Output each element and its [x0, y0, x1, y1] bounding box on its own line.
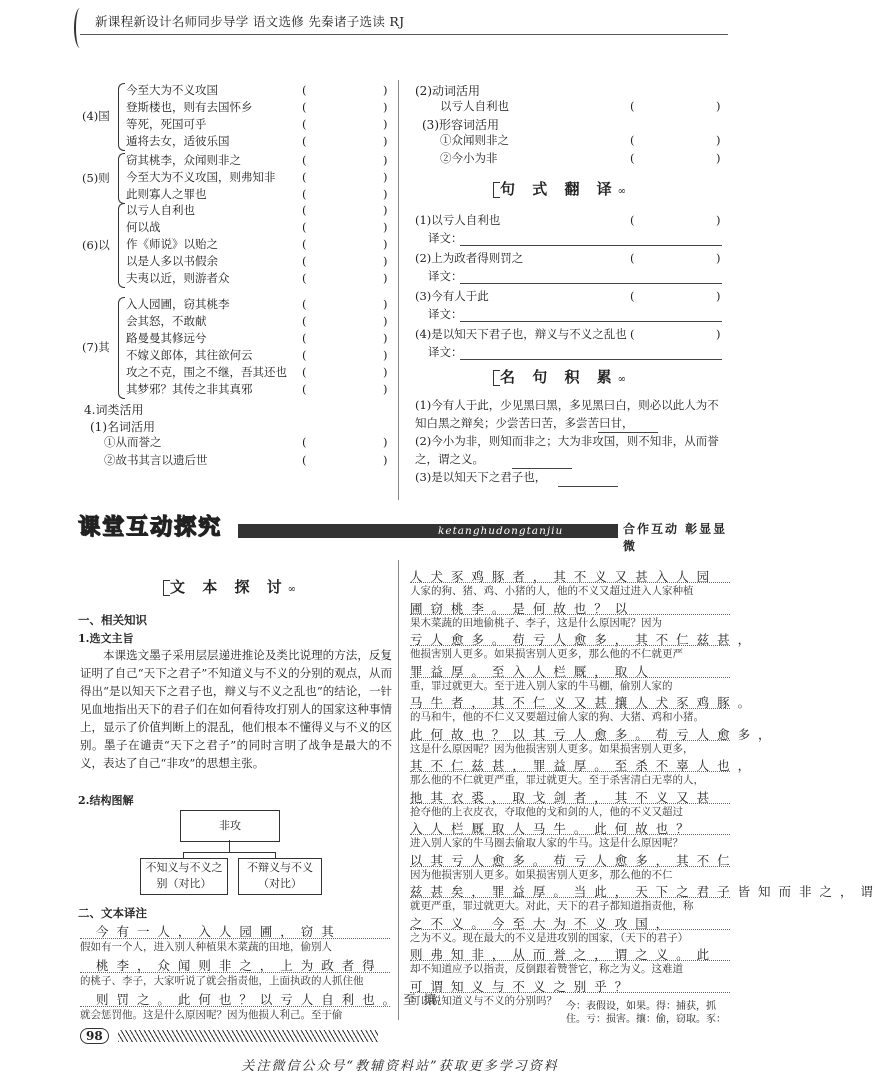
- original-line: 亏 人 愈 多 。 苟 亏 人 愈 多 ， 其 不 仁 兹 甚 ，: [410, 632, 753, 647]
- translation-label: 译文：: [428, 231, 463, 245]
- group-label: (6)以: [82, 237, 110, 252]
- translation-line: [460, 245, 722, 246]
- paren-close: ): [383, 170, 388, 184]
- dotted-rule: [410, 897, 730, 898]
- original-line: 桃 李 ， 众 闻 则 非 之 ， 上 为 政 者 得: [96, 958, 377, 973]
- adj-usage-item-2: ②今小为非: [440, 151, 498, 165]
- translation-line-text: 就会惩罚他。这是什么原因呢？因为他损人利己。至于偷: [80, 1009, 343, 1021]
- sentence-question: (2)上为政者得则罚之: [415, 251, 524, 265]
- original-line: 入 人 栏 厩 取 人 马 牛 。 此 何 故 也 ？: [410, 821, 691, 836]
- paren-close: ): [716, 327, 721, 341]
- paren-close: ): [383, 297, 388, 311]
- group-brace: [118, 203, 125, 288]
- paren-close: ): [716, 213, 721, 227]
- dotted-rule: [410, 771, 730, 772]
- section-title-sentence: 句 式 翻 译∞: [493, 178, 626, 199]
- paren-open: (: [630, 289, 635, 303]
- verb-usage-title: (2)动词活用: [415, 84, 480, 98]
- paren-open: (: [630, 99, 635, 113]
- group-item: 会其怒，不敢献: [126, 314, 207, 328]
- group-item: 攻之不克，围之不继，吾其还也: [126, 365, 287, 379]
- dotted-rule: [410, 740, 730, 741]
- group-item: 以亏人自利也: [126, 203, 195, 217]
- paren-open: (: [302, 435, 307, 449]
- diagram-top-box: 非攻: [180, 810, 280, 842]
- paren-open: (: [302, 83, 307, 97]
- dotted-rule: [410, 614, 730, 615]
- group-item: 遁将去女，适彼乐国: [126, 134, 230, 148]
- group-item: 入人园圃，窃其桃李: [126, 297, 230, 311]
- paren-close: ): [716, 151, 721, 165]
- paren-close: ): [383, 117, 388, 131]
- paren-open: (: [302, 170, 307, 184]
- dotted-rule: [410, 582, 730, 583]
- paren-close: ): [383, 237, 388, 251]
- paren-close: ): [383, 220, 388, 234]
- section-title-mingju: 名 句 积 累∞: [493, 366, 626, 387]
- group-item: 以是人多以书假余: [126, 254, 218, 268]
- dotted-rule: [80, 972, 390, 973]
- page-header-title: 新课程新设计名师同步导学 语文选修 先秦诸子选读 RJ: [95, 14, 405, 29]
- group-brace: [118, 83, 125, 151]
- dotted-rule: [410, 992, 730, 993]
- group-item: 今至大为不义攻国: [126, 83, 218, 97]
- page-number: 98: [80, 1028, 109, 1044]
- translation-line-text: 进入别人家的牛马圈去偷取人家的牛马。这是什么原因呢？: [410, 837, 683, 849]
- dotted-rule: [410, 803, 730, 804]
- heading-1: 一、相关知识: [78, 613, 147, 627]
- group-item: 今至大为不义攻国，则弗知非: [126, 170, 276, 184]
- original-line: 圃 窃 桃 李 。 是 何 故 也 ？ 以: [410, 600, 630, 616]
- group-item: 等死，死国可乎: [126, 117, 207, 131]
- vocab-note: 今：表假设，如果。得：捕获，抓住。亏：损害。攘：偷，窃取。豕：: [566, 1001, 726, 1025]
- paren-open: (: [302, 153, 307, 167]
- paren-open: (: [302, 134, 307, 148]
- banner-title: 课堂互动探究: [78, 514, 223, 540]
- paren-close: ): [383, 453, 388, 467]
- paren-open: (: [302, 237, 307, 251]
- blank-line: [598, 432, 658, 433]
- group-item: 不嫁义郎体，其往欲何云: [126, 348, 253, 362]
- paren-close: ): [383, 187, 388, 201]
- usage-title: 4.词类活用: [84, 403, 144, 417]
- sentence-question: (4)是以知天下君子也，辩义与不义之乱也: [415, 327, 627, 341]
- dotted-rule: [80, 1006, 390, 1007]
- paren-open: (: [302, 100, 307, 114]
- mingju-line: (1)今有人于此，少见黑曰黑，多见黑曰白，则必以此人为不: [415, 398, 719, 412]
- translation-line-text: 这是什么原因呢？因为他损害别人更多。如果损害别人更多，: [410, 742, 694, 755]
- dotted-rule: [410, 677, 730, 678]
- paren-open: (: [302, 314, 307, 328]
- paren-close: ): [383, 203, 388, 217]
- translation-line-text: 的桃子、李子，大家听说了就会指责他，上面执政的人抓住他: [80, 975, 364, 987]
- translation-label: 译文：: [428, 269, 463, 283]
- group-item: 其梦邪？其传之非其真邪: [126, 382, 253, 396]
- group-item: 路曼曼其修远兮: [126, 331, 207, 345]
- dotted-rule: [80, 938, 390, 939]
- paren-close: ): [383, 365, 388, 379]
- footer-caption: 关注微信公众号“教辅资料站”获取更多学习资料: [241, 1059, 559, 1074]
- paren-open: (: [302, 220, 307, 234]
- heading-1-2: 2.结构图解: [78, 794, 134, 807]
- paren-open: (: [630, 251, 635, 265]
- dotted-rule: [410, 866, 730, 867]
- usage-item-2: ②故书其言以遗后世: [104, 453, 208, 467]
- blank-line: [512, 468, 572, 469]
- paren-close: ): [383, 331, 388, 345]
- dotted-rule: [410, 929, 730, 930]
- paren-close: ): [383, 153, 388, 167]
- diagram-connector: [229, 840, 230, 852]
- translation-line-text: 之为不义。现在最大的不义是进攻别的国家，（天下的君子）: [410, 931, 689, 944]
- original-line: 以 其 亏 人 愈 多 。 苟 亏 人 愈 多 ， 其 不 仁: [410, 852, 732, 868]
- paren-open: (: [302, 187, 307, 201]
- heading-2: 二、文本译注: [78, 906, 147, 920]
- sentence-question: (1)以亏人自利也: [415, 213, 501, 227]
- original-line: 可 谓 知 义 与 不 义 之 别 乎 ？: [410, 978, 630, 994]
- translation-line-text: 就更严重，罪过就更大。对此，天下的君子都知道指责他，称: [410, 900, 694, 912]
- diagram-right-box: 不辩义与不义（对比）: [238, 858, 322, 895]
- paren-close: ): [716, 133, 721, 147]
- group-item: 此则寡人之罪也: [126, 187, 207, 201]
- paren-close: ): [383, 254, 388, 268]
- paren-open: (: [302, 348, 307, 362]
- paren-open: (: [302, 254, 307, 268]
- translation-label: 译文：: [428, 345, 463, 359]
- group-label: (4)国: [82, 109, 110, 123]
- adj-usage-item-1: ①众闻则非之: [440, 133, 509, 147]
- group-item: 作《师说》以贻之: [126, 237, 218, 251]
- banner-pinyin: ketanghudongtanjiu: [438, 525, 564, 537]
- translation-line: [460, 321, 722, 322]
- paren-open: (: [302, 271, 307, 285]
- translation-line: [460, 283, 722, 284]
- original-line: 马 牛 者 ， 其 不 仁 义 又 甚 攘 人 犬 豕 鸡 豚 。: [410, 695, 753, 710]
- dotted-rule: [410, 960, 730, 961]
- paren-close: ): [383, 83, 388, 97]
- heading-1-1: 1.选文主旨: [78, 632, 134, 645]
- original-line: 此 何 故 也 ？ 以 其 亏 人 愈 多 。 苟 亏 人 愈 多 ，: [410, 726, 773, 742]
- mingju-line: (2)今小为非，则知而非之；大为非攻国，则不知非，从而誉: [415, 434, 719, 448]
- summary-paragraph: 本课选文墨子采用层层递进推论及类比说理的方法，反复证明了自己“天下之君子”不知道义与不义的分别的观点，从而得出“是以知天下之君子也，辩义与不义之乱也”的结论，一针见血地指出天下的君子们在如何看待攻打别人的国家这种事情上，显示了价值判断上的混乱，他们根本不懂得义与不义的区别。墨子在谴责“天下之君子”的同时言明了战争是最大的不义，表达了自己“非攻”的思想主张。: [80, 648, 392, 770]
- original-line: 兹 甚 矣 ， 罪 益 厚 。 当 此 ， 天 下 之 君 子 皆 知 而 非 之 ， 谓: [410, 884, 875, 899]
- section-banner: [78, 512, 728, 553]
- dotted-rule: [410, 645, 730, 646]
- paren-open: (: [302, 331, 307, 345]
- group-item: 夫夷以近，则游者众: [126, 271, 230, 285]
- translation-line-text: 那么他的不仁就更严重，罪过就更大。至于杀害清白无辜的人，: [410, 774, 704, 786]
- mingju-line: 知白黑之辩矣；少尝苦曰苦，多尝苦曰甘，: [415, 416, 634, 430]
- diagram-left-box: 不知义与不义之别（对比）: [140, 858, 228, 895]
- blank-line: [558, 486, 618, 487]
- column-divider-bottom: [398, 560, 399, 1020]
- paren-open: (: [302, 117, 307, 131]
- translation-line-text: 的马和牛，他的不仁义又要超过偷人家的狗、大猪、鸡和小猪。: [410, 711, 704, 723]
- paren-open: (: [630, 327, 635, 341]
- paren-open: (: [302, 382, 307, 396]
- translation-line-text: 重，罪过就更大。至于进入别人家的牛马棚，偷别人家的: [410, 679, 673, 692]
- original-line: 罪 益 厚 。 至 入 人 栏 厩 ， 取 人: [410, 663, 650, 679]
- translation-line-text: 假如有一个人，进入别人种植果木菜蔬的田地，偷别人: [80, 941, 332, 953]
- paren-open: (: [302, 203, 307, 217]
- banner-subtitle: 合作互动 彰显显微: [623, 522, 728, 553]
- verb-usage-item: 以亏人自利也: [440, 99, 509, 113]
- translation-line-text: 人家的狗、猪、鸡、小猪的人，他的不义又超过进入人家种植: [410, 585, 694, 597]
- header-rule: [80, 34, 728, 35]
- paren-close: ): [383, 435, 388, 449]
- original-line: 则 罚 之 。 此 何 也 ？ 以 亏 人 自 利 也 。 至 攘: [96, 992, 439, 1007]
- paren-close: ): [383, 382, 388, 396]
- group-brace: [118, 297, 125, 399]
- dotted-rule: [410, 834, 730, 835]
- paren-open: (: [302, 297, 307, 311]
- translation-line-text: 可以说知道义与不义的分别吗？: [410, 994, 557, 1007]
- paren-close: ): [716, 289, 721, 303]
- paren-open: (: [302, 453, 307, 467]
- usage-sub: (1)名词活用: [90, 420, 155, 434]
- dotted-rule: [410, 708, 730, 709]
- section-title-text: 文 本 探 讨∞: [163, 576, 296, 597]
- paren-close: ): [383, 348, 388, 362]
- group-label: (7)其: [82, 340, 110, 354]
- mingju-line: (3)是以知天下之君子也，: [415, 470, 547, 484]
- paren-close: ): [383, 271, 388, 285]
- paren-close: ): [716, 251, 721, 265]
- original-line: 其 不 仁 兹 甚 ， 罪 益 厚 。 至 杀 不 辜 人 也 ，: [410, 758, 753, 773]
- group-brace: [118, 153, 125, 204]
- paren-close: ): [383, 134, 388, 148]
- translation-line: [460, 359, 722, 360]
- translation-line-text: 却不知道应予以指责，反倒跟着赞誉它，称之为义。这难道: [410, 963, 683, 975]
- paren-close: ): [716, 99, 721, 113]
- original-line: 今 有 一 人 ， 入 人 园 圃 ， 窃 其: [96, 924, 336, 939]
- original-line: 人 犬 豕 鸡 豚 者 ， 其 不 义 又 甚 入 人 园: [410, 569, 712, 584]
- usage-item-1: ①从而誉之: [104, 435, 162, 449]
- translation-line-text: 果木菜蔬的田地偷桃子、李子，这是什么原因呢？因为: [410, 616, 662, 629]
- column-divider: [398, 80, 399, 500]
- translation-line-text: 因为他损害别人更多。如果损害别人更多，那么他的不仁: [410, 868, 673, 881]
- translation-line-text: 抢夺他的上衣皮衣，夺取他的戈和剑的人，他的不义又超过: [410, 805, 683, 818]
- diagram-connector: [183, 852, 275, 853]
- sentence-question: (3)今有人于此: [415, 289, 489, 303]
- paren-open: (: [302, 365, 307, 379]
- original-line: 之 不 义 。 今 至 大 为 不 义 攻 国 ，: [410, 915, 671, 931]
- group-item: 窃其桃李，众闻则非之: [126, 153, 241, 167]
- paren-close: ): [383, 100, 388, 114]
- translation-line-text: 他损害别人更多。如果损害别人更多，那么他的不仁就更严: [410, 648, 683, 660]
- original-line: 则 弗 知 非 ， 从 而 誉 之 ， 谓 之 义 。 此: [410, 947, 712, 962]
- group-item: 登斯楼也，则有去国怀乡: [126, 100, 253, 114]
- paren-open: (: [630, 213, 635, 227]
- adj-usage-title: (3)形容词活用: [422, 118, 499, 132]
- paren-open: (: [630, 133, 635, 147]
- page-hatch-decoration: [118, 1030, 378, 1042]
- translation-label: 译文：: [428, 307, 463, 321]
- original-line: 扡 其 衣 裘 ， 取 戈 剑 者 ， 其 不 义 又 甚: [410, 789, 712, 805]
- mingju-line: 之，谓之义。: [415, 452, 484, 466]
- header-ornament: [74, 8, 86, 48]
- paren-open: (: [630, 151, 635, 165]
- paren-close: ): [383, 314, 388, 328]
- group-label: (5)则: [82, 170, 110, 185]
- group-item: 何以战: [126, 220, 161, 234]
